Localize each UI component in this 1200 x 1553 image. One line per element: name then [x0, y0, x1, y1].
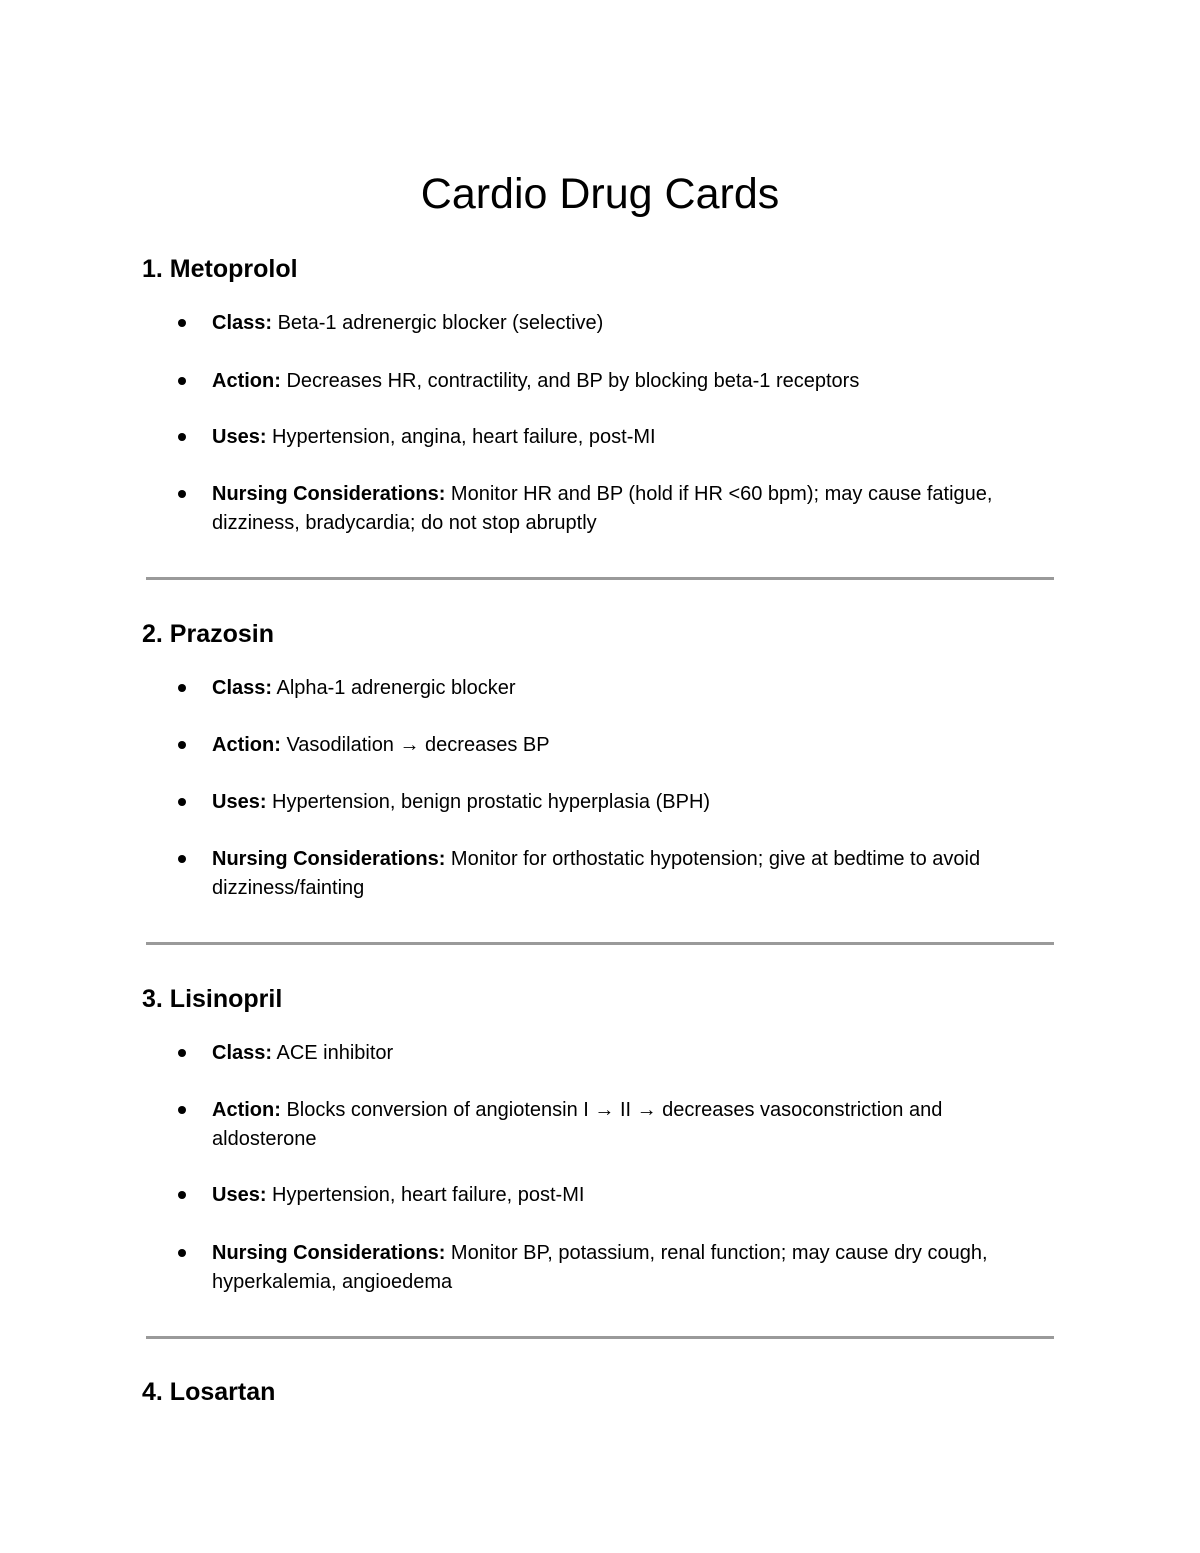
detail-text: Beta-1 adrenergic blocker (selective): [277, 312, 604, 334]
detail-text: Alpha-1 adrenergic blocker: [276, 677, 516, 699]
detail-text: Blocks conversion of angiotensin I → II → decreases vasoconstriction and aldosterone: [212, 1099, 943, 1150]
bullet-icon: [178, 377, 186, 385]
detail-text: Decreases HR, contractility, and BP by blocking beta-1 receptors: [286, 370, 860, 392]
detail-label: Action:: [212, 1099, 281, 1121]
drug-detail-item: [178, 674, 1038, 703]
bullet-icon: [178, 1191, 186, 1199]
bullet-icon: [178, 798, 186, 806]
detail-text: Monitor for orthostatic hypotension; give at bedtime to avoid dizziness/fainting: [212, 848, 981, 899]
document-title: Cardio Drug Cards: [420, 170, 780, 218]
detail-text: Hypertension, angina, heart failure, post-MI: [272, 426, 656, 448]
bullet-icon: [178, 1106, 186, 1114]
detail-label: Class:: [212, 677, 273, 699]
detail-label: Uses:: [212, 1184, 267, 1206]
detail-label: Nursing Considerations:: [212, 1242, 446, 1264]
bullet-icon: [178, 1049, 186, 1057]
drug-detail-item: [178, 1039, 1038, 1068]
drug-detail-item: [178, 845, 1038, 903]
detail-label: Action:: [212, 370, 281, 392]
detail-text: Hypertension, heart failure, post-MI: [272, 1184, 585, 1206]
detail-label: Nursing Considerations:: [212, 848, 446, 870]
bullet-icon: [178, 490, 186, 498]
drug-detail-item: [178, 788, 1038, 817]
drug-detail-item: [178, 423, 1038, 452]
bullet-icon: [178, 1249, 186, 1257]
detail-text: ACE inhibitor: [276, 1042, 394, 1064]
drug-detail-item: [178, 480, 1038, 538]
drug-detail-item: [178, 367, 1038, 396]
detail-text: Monitor HR and BP (hold if HR <60 bpm); may cause fatigue, dizziness, bradycardia; do not stop abruptly: [212, 483, 993, 534]
detail-label: Class:: [212, 312, 273, 334]
detail-label: Uses:: [212, 426, 267, 448]
detail-label: Action:: [212, 734, 281, 756]
drug-heading: 2. Prazosin: [142, 620, 274, 648]
drug-detail-item: [178, 1239, 1038, 1297]
drug-detail-item: [178, 731, 1038, 760]
section-divider: [146, 942, 1054, 945]
drug-detail-item: [178, 1096, 1038, 1154]
bullet-icon: [178, 319, 186, 327]
detail-text: Hypertension, benign prostatic hyperplasia (BPH): [272, 791, 711, 813]
detail-label: Nursing Considerations:: [212, 483, 446, 505]
section-divider: [146, 1336, 1054, 1339]
section-divider: [146, 577, 1054, 580]
drug-heading: 3. Lisinopril: [142, 985, 283, 1013]
bullet-icon: [178, 741, 186, 749]
drug-detail-item: [178, 309, 1038, 338]
bullet-icon: [178, 433, 186, 441]
bullet-icon: [178, 855, 186, 863]
detail-text: Vasodilation → decreases BP: [286, 734, 550, 756]
detail-label: Uses:: [212, 791, 267, 813]
bullet-icon: [178, 684, 186, 692]
detail-label: Class:: [212, 1042, 273, 1064]
drug-heading: 4. Losartan: [142, 1378, 276, 1406]
detail-text: Monitor BP, potassium, renal function; may cause dry cough, hyperkalemia, angioedema: [212, 1242, 988, 1293]
drug-detail-item: [178, 1181, 1038, 1210]
drug-heading: 1. Metoprolol: [142, 255, 298, 283]
